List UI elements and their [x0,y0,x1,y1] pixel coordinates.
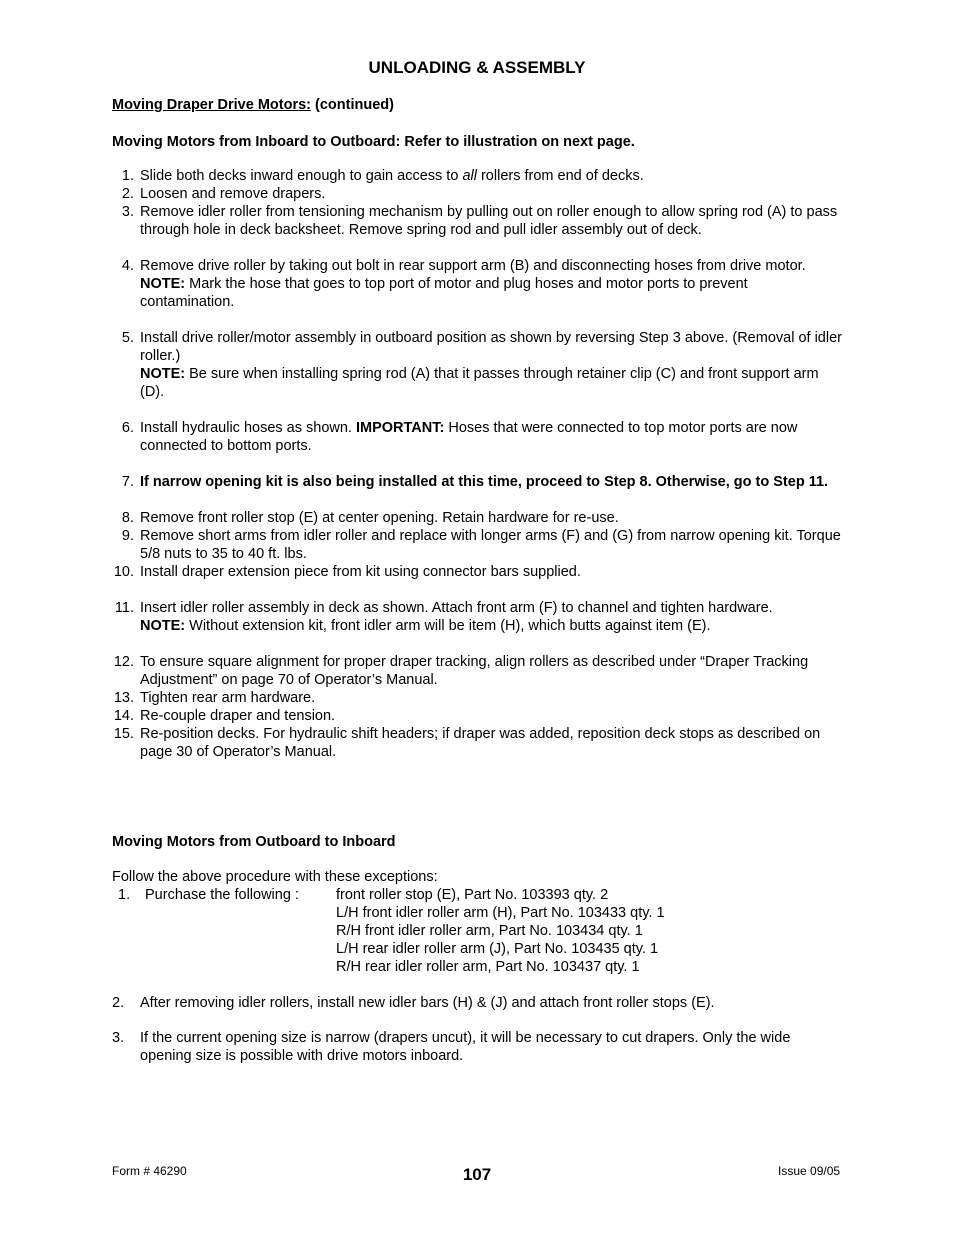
purchase-item: front roller stop (E), Part No. 103393 qty. 2 [336,887,609,903]
exception-2 [112,994,842,1012]
step-5 [112,329,842,401]
step-number: 6. [121,420,134,436]
step-text: Remove drive roller by taking out bolt in rear support arm (B) and disconnecting hoses from drive motor. [140,258,806,274]
step-number: 11. [114,600,134,616]
step-number: 2. [121,186,134,202]
exception-text: If the current opening size is narrow (drapers uncut), it will be necessary to cut drapers. Only the wide opening size is possible with drive motors inboard. [140,1030,791,1064]
step-number: 8. [121,510,134,526]
exception-number: 2. [112,995,125,1011]
purchase-items [336,886,665,976]
step-text: Install draper extension piece from kit using connector bars supplied. [140,564,581,580]
step-text: Remove idler roller from tensioning mechanism by pulling out on roller enough to allow spring rod (A) to pass through hole in deck backsheet. Remove spring rod and pull idler assembly out of deck. [140,204,838,238]
exception-text: After removing idler rollers, install new idler bars (H) & (J) and attach front roller stops (E). [140,995,715,1011]
purchase-item: R/H front idler roller arm, Part No. 103434 qty. 1 [336,923,643,939]
page-title: UNLOADING & ASSEMBLY [368,58,586,77]
note-text: Mark the hose that goes to top port of motor and plug hoses and motor ports to prevent contamination. [140,276,748,310]
step-number: 10. [113,564,134,580]
follow-text: Follow the above procedure with these exceptions: [112,869,438,885]
steps-list [112,167,842,761]
step-text: Remove short arms from idler roller and replace with longer arms (F) and (G) from narrow opening kit. Torque 5/8 nuts to 35 to 40 ft. lbs. [140,528,841,562]
step-text: To ensure square alignment for proper draper tracking, align rollers as described under “Draper Tracking Adjustment” on page 70 of Operator’s Manual. [140,654,809,688]
purchase-number: 1. [118,887,131,903]
subheading-outboard-to-inboard: Moving Motors from Outboard to Inboard [112,834,396,850]
step-text: Loosen and remove drapers. [140,186,326,202]
step-text-end: rollers from end of decks. [476,168,644,184]
section-heading-suffix: (continued) [311,97,394,113]
step-14 [112,707,842,725]
step-10 [112,563,842,581]
step-text: Tighten rear arm hardware. [140,690,316,706]
step-emphasis: all [462,168,477,184]
step-4 [112,257,842,311]
step-15 [112,725,842,761]
subheading-inboard-to-outboard: Moving Motors from Inboard to Outboard: Refer to illustration on next page. [112,134,635,150]
exception-number: 3. [112,1030,125,1046]
page-number: 107 [462,1165,492,1184]
step-number: 7. [121,474,134,490]
step-number: 1. [121,168,134,184]
step-number: 15. [113,726,134,742]
section-heading-underlined: Moving Draper Drive Motors: [112,97,311,113]
step-3 [112,203,842,239]
step-9 [112,527,842,563]
step-text: Insert idler roller assembly in deck as shown. Attach front arm (F) to channel and tighten hardware. [140,600,773,616]
purchase-item: L/H rear idler roller arm (J), Part No. 103435 qty. 1 [336,941,659,957]
important-text: Hoses that were connected to top motor ports are now connected to bottom ports. [140,420,798,454]
step-7 [112,473,842,491]
step-text: Slide both decks inward enough to gain access to [140,168,463,184]
step-number: 13. [113,690,134,706]
note-label: NOTE: [140,618,186,634]
purchase-item: L/H front idler roller arm (H), Part No. 103433 qty. 1 [336,905,665,921]
step-11 [112,599,842,635]
step-1 [112,167,842,185]
step-6 [112,419,842,455]
step-text: Install drive roller/motor assembly in outboard position as shown by reversing Step 3 above. (Removal of idler roller.) [140,330,842,364]
step-text: If narrow opening kit is also being installed at this time, proceed to Step 8. Otherwise, go to Step 11. [140,474,829,490]
step-text: Install hydraulic hoses as shown. [140,420,356,436]
step-8 [112,509,842,527]
step-number: 4. [121,258,134,274]
step-number: 9. [121,528,134,544]
form-number: Form # 46290 [112,1164,187,1178]
exception-3 [112,1029,842,1065]
purchase-item: R/H rear idler roller arm, Part No. 103437 qty. 1 [336,959,640,975]
step-number: 14. [113,708,134,724]
step-number: 3. [121,204,134,220]
step-text: Re-position decks. For hydraulic shift headers; if draper was added, reposition deck stops as described on page 30 of Operator’s Manual. [140,726,821,760]
important-label: IMPORTANT: [356,420,445,436]
step-number: 12. [113,654,134,670]
note-label: NOTE: [140,276,186,292]
step-12 [112,653,842,689]
note-label: NOTE: [140,366,186,382]
step-text: Remove front roller stop (E) at center opening. Retain hardware for re-use. [140,510,619,526]
note-text: Without extension kit, front idler arm will be item (H), which butts against item (E). [185,618,711,634]
step-text: Re-couple draper and tension. [140,708,336,724]
purchase-label: Purchase the following : [145,887,299,903]
step-13 [112,689,842,707]
section-heading [112,96,394,114]
issue-date: Issue 09/05 [778,1164,841,1178]
step-number: 5. [121,330,134,346]
step-2 [112,185,842,203]
note-text: Be sure when installing spring rod (A) that it passes through retainer clip (C) and front support arm (D). [140,366,819,400]
